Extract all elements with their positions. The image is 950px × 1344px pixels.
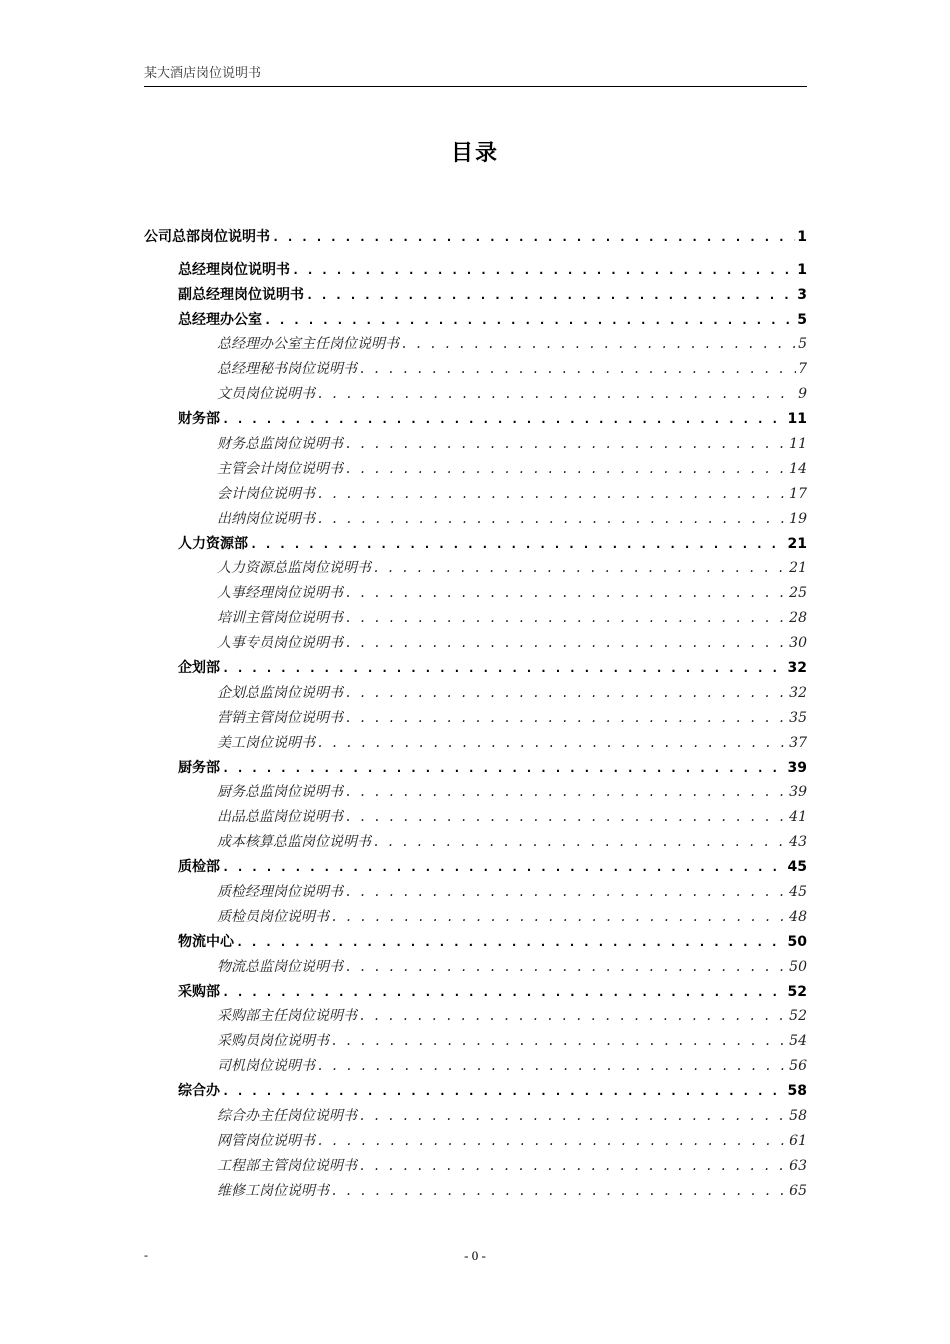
leader-dots xyxy=(222,1081,786,1101)
page-number: - 0 - xyxy=(464,1248,486,1263)
toc-entry[interactable] xyxy=(217,882,807,902)
toc-entry[interactable] xyxy=(178,285,807,305)
footer-left-mark: - xyxy=(144,1248,148,1262)
leader-dots xyxy=(272,227,795,247)
toc-entry-page: 30 xyxy=(789,635,807,651)
toc-entry-page: 58 xyxy=(789,1108,807,1124)
leader-dots xyxy=(317,509,787,529)
toc-entry[interactable] xyxy=(217,484,807,504)
toc-entry-label: 主管会计岗位说明书 xyxy=(217,461,343,477)
toc-entry-label: 采购部 xyxy=(178,984,220,1000)
toc-entry-label: 人事专员岗位说明书 xyxy=(217,635,343,651)
leader-dots xyxy=(331,907,787,927)
toc-entry[interactable] xyxy=(178,857,807,877)
toc-entry-page: 25 xyxy=(789,585,807,601)
toc-entry-page: 48 xyxy=(789,909,807,925)
leader-dots xyxy=(345,957,787,977)
toc-entry[interactable] xyxy=(217,633,807,653)
toc-entry-page: 63 xyxy=(789,1158,807,1174)
toc-entry[interactable] xyxy=(217,1131,807,1151)
toc-entry-label: 质检经理岗位说明书 xyxy=(217,884,343,900)
toc-entry-page: 41 xyxy=(789,809,807,825)
toc-entry-page: 5 xyxy=(798,336,807,352)
toc-entry-label: 综合办主任岗位说明书 xyxy=(217,1108,357,1124)
toc-entry-label: 企划总监岗位说明书 xyxy=(217,685,343,701)
toc-entry-label: 总经理办公室 xyxy=(178,312,262,328)
leader-dots xyxy=(345,633,787,653)
leader-dots xyxy=(264,310,795,330)
toc-entry-label: 副总经理岗位说明书 xyxy=(178,287,304,303)
leader-dots xyxy=(331,1031,787,1051)
leader-dots xyxy=(345,683,787,703)
toc-entry-label: 工程部主管岗位说明书 xyxy=(217,1158,357,1174)
toc-entry-page: 43 xyxy=(789,834,807,850)
leader-dots xyxy=(222,409,786,429)
leader-dots xyxy=(317,1056,787,1076)
leader-dots xyxy=(317,733,787,753)
toc-entry-page: 11 xyxy=(789,436,807,452)
toc-entry-label: 总经理办公室主任岗位说明书 xyxy=(217,336,399,352)
page-title: 目录 xyxy=(450,141,499,166)
leader-dots xyxy=(222,658,786,678)
toc-entry[interactable] xyxy=(178,758,807,778)
toc-entry-label: 文员岗位说明书 xyxy=(217,386,315,402)
toc-entry-label: 综合办 xyxy=(178,1083,220,1099)
toc-entry-page: 11 xyxy=(787,411,807,427)
leader-dots xyxy=(317,384,796,404)
toc-entry-page: 50 xyxy=(787,934,807,950)
toc-entry-page: 56 xyxy=(789,1058,807,1074)
leader-dots xyxy=(359,1156,787,1176)
toc-entry[interactable] xyxy=(217,359,807,379)
toc-entry-label: 营销主管岗位说明书 xyxy=(217,710,343,726)
leader-dots xyxy=(345,882,787,902)
toc-entry-label: 采购部主任岗位说明书 xyxy=(217,1008,357,1024)
toc-entry-label: 维修工岗位说明书 xyxy=(217,1183,329,1199)
toc-entry[interactable] xyxy=(217,1106,807,1126)
toc-entry-page: 7 xyxy=(798,361,807,377)
toc-entry[interactable] xyxy=(178,932,807,952)
toc-entry-label: 出纳岗位说明书 xyxy=(217,511,315,527)
toc-entry-label: 财务部 xyxy=(178,411,220,427)
leader-dots xyxy=(345,583,787,603)
leader-dots xyxy=(317,1131,787,1151)
toc-entry-label: 人事经理岗位说明书 xyxy=(217,585,343,601)
toc-entry[interactable] xyxy=(217,1181,807,1201)
running-header-text: 某大酒店岗位说明书 xyxy=(144,66,262,81)
toc-entry-page: 45 xyxy=(789,884,807,900)
toc-entry-page: 21 xyxy=(789,560,807,576)
toc-entry[interactable] xyxy=(217,1056,807,1076)
toc-entry-page: 37 xyxy=(789,735,807,751)
toc-entry-page: 52 xyxy=(789,1008,807,1024)
toc-entry-page: 17 xyxy=(789,486,807,502)
toc-entry-page: 39 xyxy=(787,760,807,776)
toc-entry-label: 企划部 xyxy=(178,660,220,676)
toc-entry-page: 61 xyxy=(789,1133,807,1149)
toc-entry-label: 人力资源部 xyxy=(178,536,248,552)
leader-dots xyxy=(359,1106,787,1126)
toc-entry-label: 厨务部 xyxy=(178,760,220,776)
toc-entry[interactable] xyxy=(217,509,807,529)
toc-entry[interactable] xyxy=(217,782,807,802)
toc-entry[interactable] xyxy=(217,683,807,703)
toc-entry-page: 3 xyxy=(797,287,807,303)
toc-entry[interactable] xyxy=(178,534,807,554)
toc-entry[interactable] xyxy=(144,227,807,247)
leader-dots xyxy=(345,608,787,628)
toc-entry-page: 1 xyxy=(797,262,807,278)
toc-entry-page: 32 xyxy=(787,660,807,676)
toc-entry-label: 物流中心 xyxy=(178,934,234,950)
toc-entry-page: 28 xyxy=(789,610,807,626)
toc-entry-page: 19 xyxy=(789,511,807,527)
toc-entry-page: 65 xyxy=(789,1183,807,1199)
toc-entry-label: 成本核算总监岗位说明书 xyxy=(217,834,371,850)
toc-entry[interactable] xyxy=(217,1031,807,1051)
toc-entry[interactable] xyxy=(217,608,807,628)
toc-entry-label: 总经理岗位说明书 xyxy=(178,262,290,278)
leader-dots xyxy=(222,982,786,1002)
leader-dots xyxy=(359,1006,787,1026)
toc-entry-page: 9 xyxy=(798,386,807,402)
toc-entry-label: 网管岗位说明书 xyxy=(217,1133,315,1149)
toc-entry-label: 物流总监岗位说明书 xyxy=(217,959,343,975)
toc-entry-page: 5 xyxy=(797,312,807,328)
leader-dots xyxy=(222,758,786,778)
toc-entry-label: 质检部 xyxy=(178,859,220,875)
toc-entry[interactable] xyxy=(217,384,807,404)
toc-entry-label: 公司总部岗位说明书 xyxy=(144,229,270,245)
toc-entry-page: 58 xyxy=(787,1083,807,1099)
toc-entry[interactable] xyxy=(178,982,807,1002)
toc-entry-label: 出品总监岗位说明书 xyxy=(217,809,343,825)
leader-dots xyxy=(345,782,787,802)
toc-entry[interactable] xyxy=(217,733,807,753)
toc-entry[interactable] xyxy=(217,708,807,728)
toc-entry-page: 35 xyxy=(789,710,807,726)
toc-entry-label: 总经理秘书岗位说明书 xyxy=(217,361,357,377)
toc-entry[interactable] xyxy=(178,409,807,429)
leader-dots xyxy=(222,857,786,877)
leader-dots xyxy=(331,1181,787,1201)
toc-entry-label: 司机岗位说明书 xyxy=(217,1058,315,1074)
toc-entry[interactable] xyxy=(217,459,807,479)
toc-entry[interactable] xyxy=(217,807,807,827)
toc-entry[interactable] xyxy=(217,1156,807,1176)
toc-entry-page: 14 xyxy=(789,461,807,477)
toc-entry[interactable] xyxy=(217,434,807,454)
toc-entry[interactable] xyxy=(217,907,807,927)
leader-dots xyxy=(306,285,795,305)
toc-entry-page: 54 xyxy=(789,1033,807,1049)
toc-entry[interactable] xyxy=(217,334,807,354)
toc-entry-page: 21 xyxy=(787,536,807,552)
toc-entry-label: 质检员岗位说明书 xyxy=(217,909,329,925)
toc-entry[interactable] xyxy=(178,1081,807,1101)
leader-dots xyxy=(250,534,786,554)
leader-dots xyxy=(373,558,787,578)
toc-entry-page: 32 xyxy=(789,685,807,701)
toc-entry[interactable] xyxy=(217,583,807,603)
leader-dots xyxy=(345,434,787,454)
toc-entry-page: 1 xyxy=(797,229,807,245)
toc-entry-label: 采购员岗位说明书 xyxy=(217,1033,329,1049)
toc-entry[interactable] xyxy=(178,310,807,330)
leader-dots xyxy=(345,807,787,827)
toc-entry[interactable] xyxy=(217,832,807,852)
toc-entry[interactable] xyxy=(178,260,807,280)
leader-dots xyxy=(373,832,787,852)
toc-entry-label: 培训主管岗位说明书 xyxy=(217,610,343,626)
leader-dots xyxy=(401,334,796,354)
toc-entry[interactable] xyxy=(217,957,807,977)
toc-entry-label: 美工岗位说明书 xyxy=(217,735,315,751)
toc-entry-page: 50 xyxy=(789,959,807,975)
toc-entry-label: 会计岗位说明书 xyxy=(217,486,315,502)
toc-entry-label: 人力资源总监岗位说明书 xyxy=(217,560,371,576)
toc-entry-page: 45 xyxy=(787,859,807,875)
leader-dots xyxy=(317,484,787,504)
leader-dots xyxy=(236,932,786,952)
leader-dots xyxy=(345,459,787,479)
toc-entry[interactable] xyxy=(217,1006,807,1026)
leader-dots xyxy=(359,359,796,379)
toc-entry[interactable] xyxy=(178,658,807,678)
toc-entry-label: 财务总监岗位说明书 xyxy=(217,436,343,452)
toc-entry-page: 39 xyxy=(789,784,807,800)
toc-entry-page: 52 xyxy=(787,984,807,1000)
toc-entry[interactable] xyxy=(217,558,807,578)
leader-dots xyxy=(345,708,787,728)
toc-entry-label: 厨务总监岗位说明书 xyxy=(217,784,343,800)
leader-dots xyxy=(292,260,795,280)
